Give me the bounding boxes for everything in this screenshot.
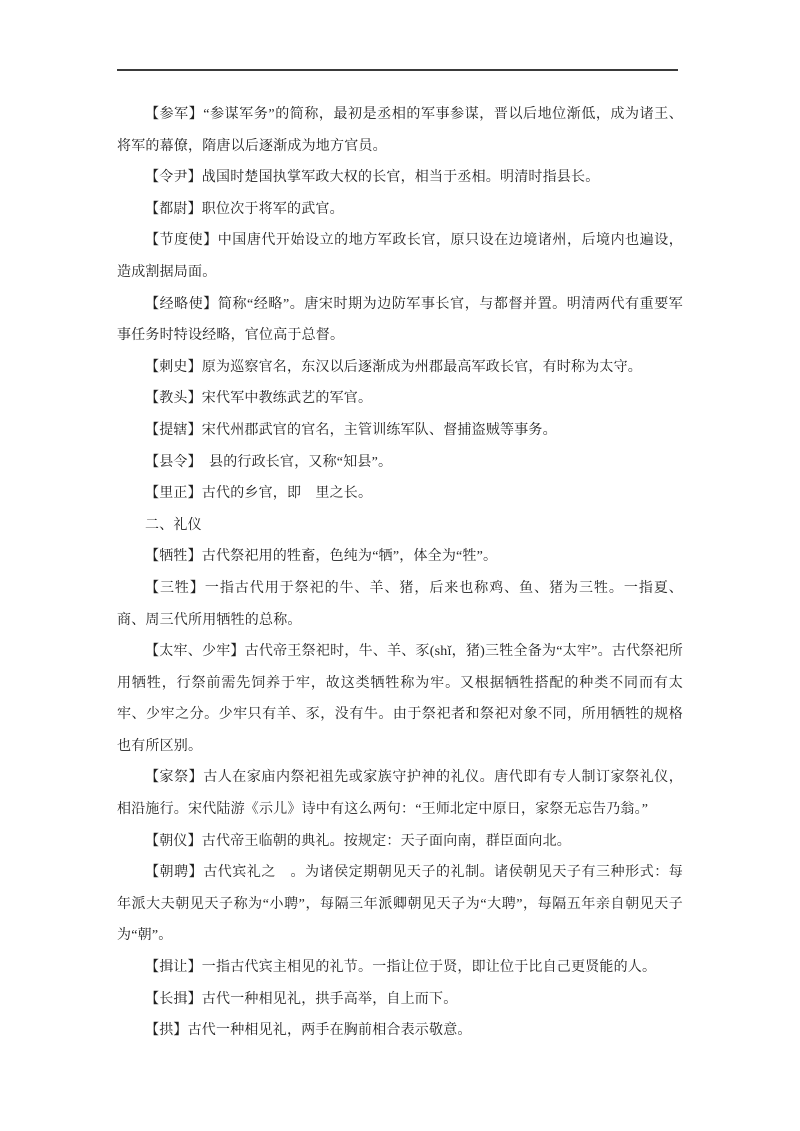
glossary-entry-cishi: 【刺史】原为巡察官名，东汉以后逐渐成为州郡最高军政长官，有时称为太守。: [145, 359, 642, 375]
glossary-entry-xisheng: 【牺牲】古代祭祀用的牲畜，色纯为“牺”，体全为“牲”。: [145, 549, 498, 565]
glossary-entry-chaopin: 【朝聘】古代宾礼之 。为诸侯定期朝见天子的礼制。诸侯朝见天子有三种形式：每年派大夫朝见天子称为“小聘”，每隔三年派卿朝见天子为“大聘”，每隔五年亲自朝见天子为“朝”。: [117, 865, 683, 944]
glossary-entry-lingyin: 【令尹】战国时楚国执掌军政大权的长官，相当于丞相。明清时指县长。: [145, 170, 600, 186]
document-body: [117, 99, 683, 1047]
glossary-entry-xianling: 【县令】 县的行政长官，又称“知县”。: [145, 454, 393, 470]
glossary-entry-chaoyi: 【朝仪】古代帝王临朝的典礼。按规定：天子面向南，群臣面向北。: [145, 833, 571, 849]
glossary-entry-sansheng: 【三牲】一指古代用于祭祀的牛、羊、猪，后来也称鸡、鱼、猪为三牲。一指夏、商、周三代所用牺牲的总称。: [117, 580, 683, 628]
glossary-entry-canjun: 【参军】“参谋军务”的简称，最初是丞相的军事参谋，晋以后地位渐低，成为诸王、将军的幕僚，隋唐以后逐渐成为地方官员。: [117, 107, 683, 154]
section-heading-liyi: 二、礼仪: [145, 517, 202, 533]
glossary-entry-yirang: 【揖让】一指古代宾主相见的礼节。一指让位于贤，即让位于比自己更贤能的人。: [145, 960, 657, 976]
glossary-entry-gong: 【拱】古代一种相见礼，两手在胸前相合表示敬意。: [145, 1023, 472, 1039]
glossary-entry-jiaotou: 【教头】宋代军中教练武艺的军官。: [145, 391, 373, 407]
glossary-entry-tailao-shaolao: 【太牢、少牢】古代帝王祭祀时，牛、羊、豕(shǐ，猪)三牲全备为“太牢”。古代祭祀所用牺牲，行祭前需先饲养于牢，故这类牺牲称为牢。又根据牺牲搭配的种类不同而有太牢、少牢之分。少牢只有羊、豕，没有牛。由于祭祀者和祭祀对象不同，所用牺牲的规格也有所区别。: [117, 644, 683, 754]
glossary-entry-duwei: 【都尉】职位次于将军的武官。: [145, 201, 344, 217]
glossary-entry-jiaji: 【家祭】古人在家庙内祭祀祖先或家族守护神的礼仪。唐代即有专人制订家祭礼仪，相沿施行。宋代陆游《示儿》诗中有这么两句：“王师北定中原日，家祭无忘告乃翁。”: [117, 770, 683, 818]
glossary-entry-lizheng: 【里正】古代的乡官，即 里之长。: [145, 486, 373, 502]
glossary-entry-tixia: 【提辖】宋代州郡武官的官名，主管训练军队、督捕盗贼等事务。: [145, 422, 557, 438]
header-rule: [117, 69, 678, 71]
glossary-entry-jiedushi: 【节度使】中国唐代开始设立的地方军政长官，原只设在边境诸州，后境内也遍设，造成割据局面。: [117, 233, 683, 280]
glossary-entry-changyi: 【长揖】古代一种相见礼，拱手高举，自上而下。: [145, 991, 458, 1007]
glossary-entry-jingluesh: 【经略使】简称“经略”。唐宋时期为边防军事长官，与都督并置。明清两代有重要军事任务时特设经略，官位高于总督。: [117, 296, 683, 344]
